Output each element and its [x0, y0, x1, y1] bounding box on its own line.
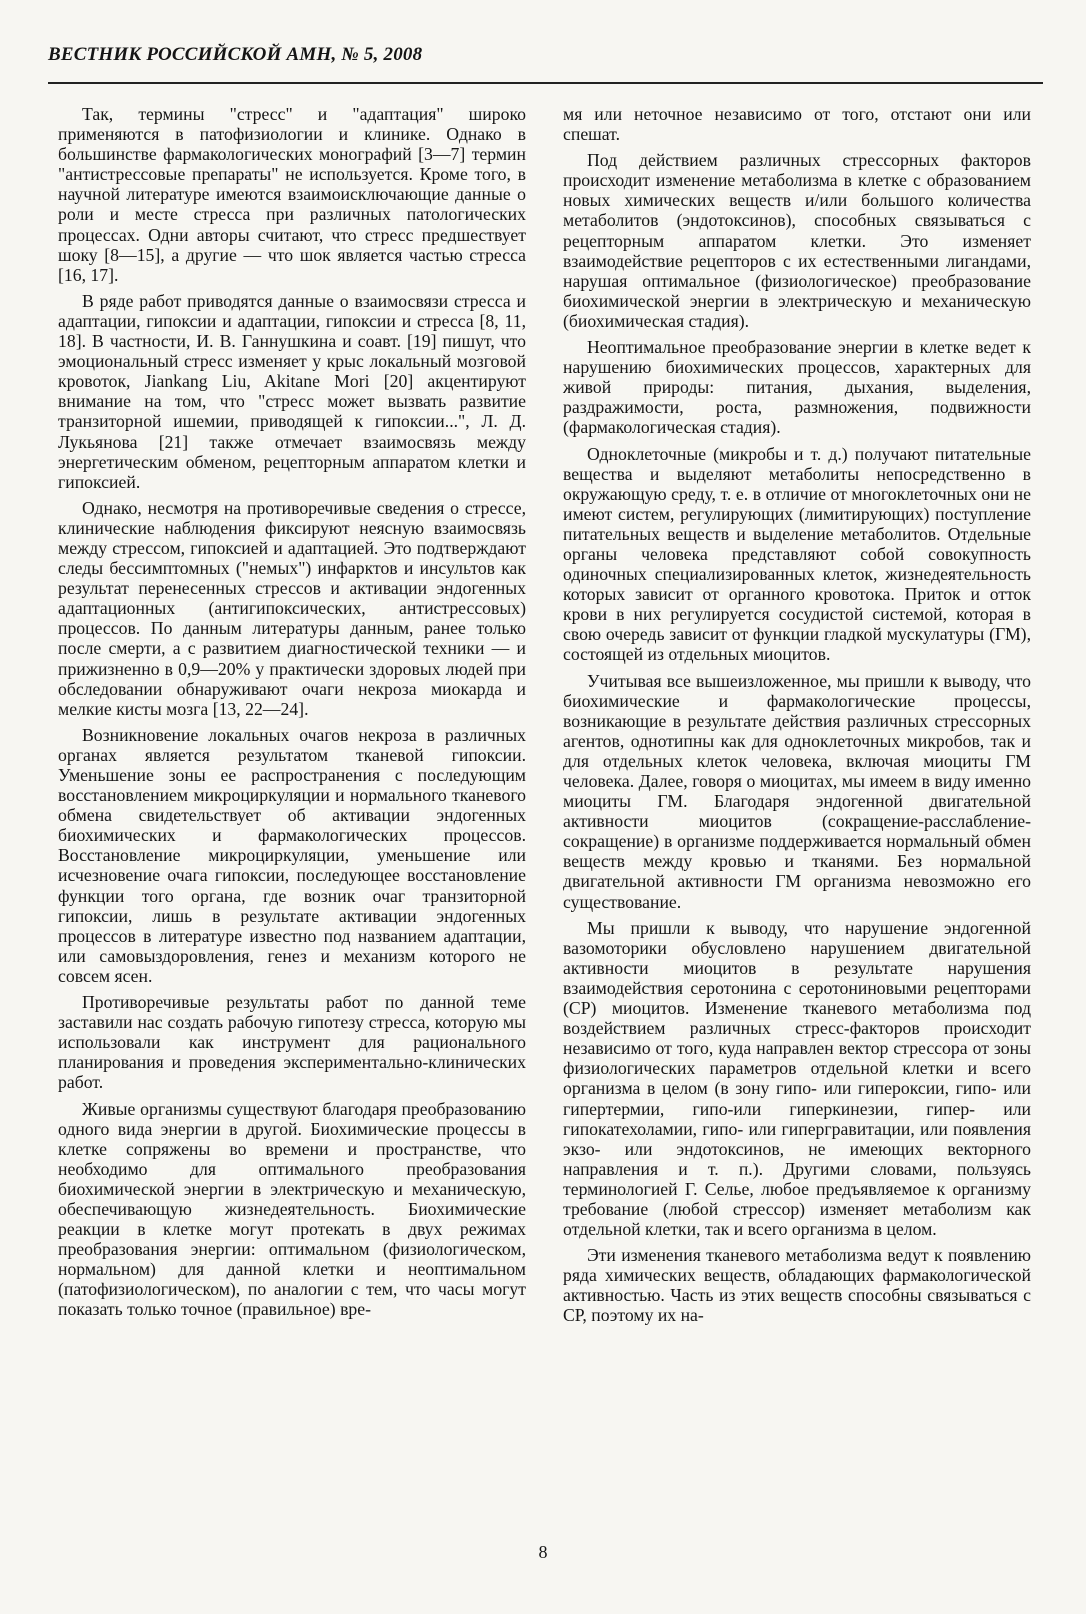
paragraph: Учитывая все вышеизложенное, мы пришли к выводу, что биохимические и фармакологические процессы, возникающие в результате действия различных стрессорных агентов, однотипны как для одноклеточных микробов, так и для отдельных клеток человека, включая миоциты ГМ человека. Далее, говоря о миоцитах, мы имеем в виду именно миоциты ГМ. Благодаря эндогенной двигательной активности миоцитов (сокращение-расслабление-сокращение) в организме поддерживается нормальный обмен веществ между кровью и тканями. Без нормальной двигательной активности ГМ организма невозможно его существование.	[563, 670, 1031, 912]
paragraph: Возникновение локальных очагов некроза в различных органах является результатом тканевой гипоксии. Уменьшение зоны ее распространения с последующим восстановлением микроциркуляции и нормального тканевого обмена свидетельствует об активации эндогенных биохимических и фармакологических процессов. Восстановление микроциркуляции, уменьшение или исчезновение очага гипоксии, последующее восстановление функции того органа, где возник очаг транзиторной гипоксии, лишь в результате активации эндогенных процессов в литературе известно под названием адаптации, или самовыздоровления, генез и механизм которого не совсем ясен.	[58, 724, 526, 986]
paragraph: Мы пришли к выводу, что нарушение эндогенной вазомоторики обусловлено нарушением двигательной активности миоцитов в результате нарушения взаимодействия серотонина с серотониновыми рецепторами (СР) миоцитов. Изменение тканевого метаболизма под воздействием различных стресс-факторов происходит независимо от того, куда направлен вектор стрессора от зоны физиологических параметров отдельной клетки и всего организма в целом (в зону гипо- или гипероксии, гипо- или гипертермии, гипо-или гиперкинезии, гипер- или гипокатехоламии, гипо- или гипергравитации, или появления экзо- или эндотоксинов, не имеющих векторного направления и т. п.). Другими словами, пользуясь терминологией Г. Селье, любое предъявляемое к организму требование (любой стрессор) изменяет метаболизм как отдельной клетки, так и всего организма в целом.	[563, 917, 1031, 1240]
left-column	[58, 104, 526, 1326]
header-rule	[48, 82, 1043, 84]
paragraph: Так, термины "стресс" и "адаптация" широко применяются в патофизиологии и клинике. Однако в большинстве фармакологических монографий [3—7] термин "антистрессовые препараты" не используется. Кроме того, в научной литературе имеются взаимоисключающие данные о роли и месте стресса при различных патологических процессах. Одни авторы считают, что стресс предшествует шоку [8—15], а другие — что шок является частью стресса [16, 17].	[58, 104, 526, 285]
page-number: 8	[538, 1542, 548, 1562]
paragraph: Одноклеточные (микробы и т. д.) получают питательные вещества и выделяют метаболиты непосредственно в окружающую среду, т. е. в отличие от многоклеточных они не имеют систем, регулирующих (лимитирующих) поступление питательных веществ и выделение метаболитов. Отдельные органы человека представляют собой совокупность одиночных специализированных клеток, жизнедеятельность которых зависит от органного кровотока. Приток и отток крови в них регулируется сосудистой системой, которая в свою очередь зависит от функции гладкой мускулатуры (ГМ), состоящей из отдельных миоцитов.	[563, 443, 1031, 665]
paragraph: Живые организмы существуют благодаря преобразованию одного вида энергии в другой. Биохимические процессы в клетке сопряжены во времени и пространстве, что необходимо для оптимального преобразования биохимической энергии в электрическую и механическую, обеспечивающую жизнедеятельность. Биохимические реакции в клетке могут протекать в двух режимах преобразования энергии: оптимальном (физиологическом, нормальном) для данной клетки и неоптимальном (патофизиологическом), по аналогии с тем, что часы могут показать только точное (правильное) вре-	[58, 1098, 526, 1320]
paragraph: Эти изменения тканевого метаболизма ведут к появлению ряда химических веществ, обладающих фармакологической активностью. Часть из этих веществ способны связываться с СР, поэтому их на-	[563, 1245, 1031, 1326]
paragraph: Под действием различных стрессорных факторов происходит изменение метаболизма в клетке с образованием новых химических веществ и/или большого количества метаболитов (эндотоксинов), способных связываться с рецепторным аппаратом клетки. Это изменяет взаимодействие рецепторов с их естественными лигандами, нарушая оптимальное (физиологическое) преобразование биохимической энергии в электрическую и механическую (биохимическая стадия).	[563, 150, 1031, 331]
paragraph: Неоптимальное преобразование энергии в клетке ведет к нарушению биохимических процессов, характерных для живой природы: питания, дыхания, выделения, раздражимости, роста, размножения, подвижности (фармакологическая стадия).	[563, 337, 1031, 438]
journal-header: ВЕСТНИК РОССИЙСКОЙ АМН, № 5, 2008	[48, 44, 423, 65]
paragraph: мя или неточное независимо от того, отстают они или спешат.	[563, 104, 1031, 145]
paragraph: Противоречивые результаты работ по данной теме заставили нас создать рабочую гипотезу стресса, которую мы использовали как инструмент для рационального планирования и проведения экспериментально-клинических работ.	[58, 992, 526, 1093]
paragraph: В ряде работ приводятся данные о взаимосвязи стресса и адаптации, гипоксии и адаптации, гипоксии и стресса [8, 11, 18]. В частности, И. В. Ганнушкина и соавт. [19] пишут, что эмоциональный стресс изменяет у крыс локальный мозговой кровоток, Jiankang Liu, Akitane Mori [20] акцентируют внимание на том, что "стресс может вызвать развитие транзиторной ишемии, приводящей к гипоксии...", Л. Д. Лукьянова [21] также отмечает взаимосвязь между энергетическим обменом, рецепторным аппаратом клетки и гипоксией.	[58, 290, 526, 492]
right-column	[563, 104, 1031, 1332]
paragraph: Однако, несмотря на противоречивые сведения о стрессе, клинические наблюдения фиксируют неясную взаимосвязь между стрессом, гипоксией и адаптацией. Это подтверждают следы бессимптомных ("немых") инфарктов и инсультов как результат перенесенных стрессов и активации эндогенных адаптационных (антигипоксических, антистрессовых) процессов. По данным литературы данным, ранее только после смерти, а с развитием диагностической техники — и прижизненно в 0,9—20% у практически здоровых людей при обследовании обнаруживают очаги некроза миокарда и мелкие кисты мозга [13, 22—24].	[58, 497, 526, 719]
